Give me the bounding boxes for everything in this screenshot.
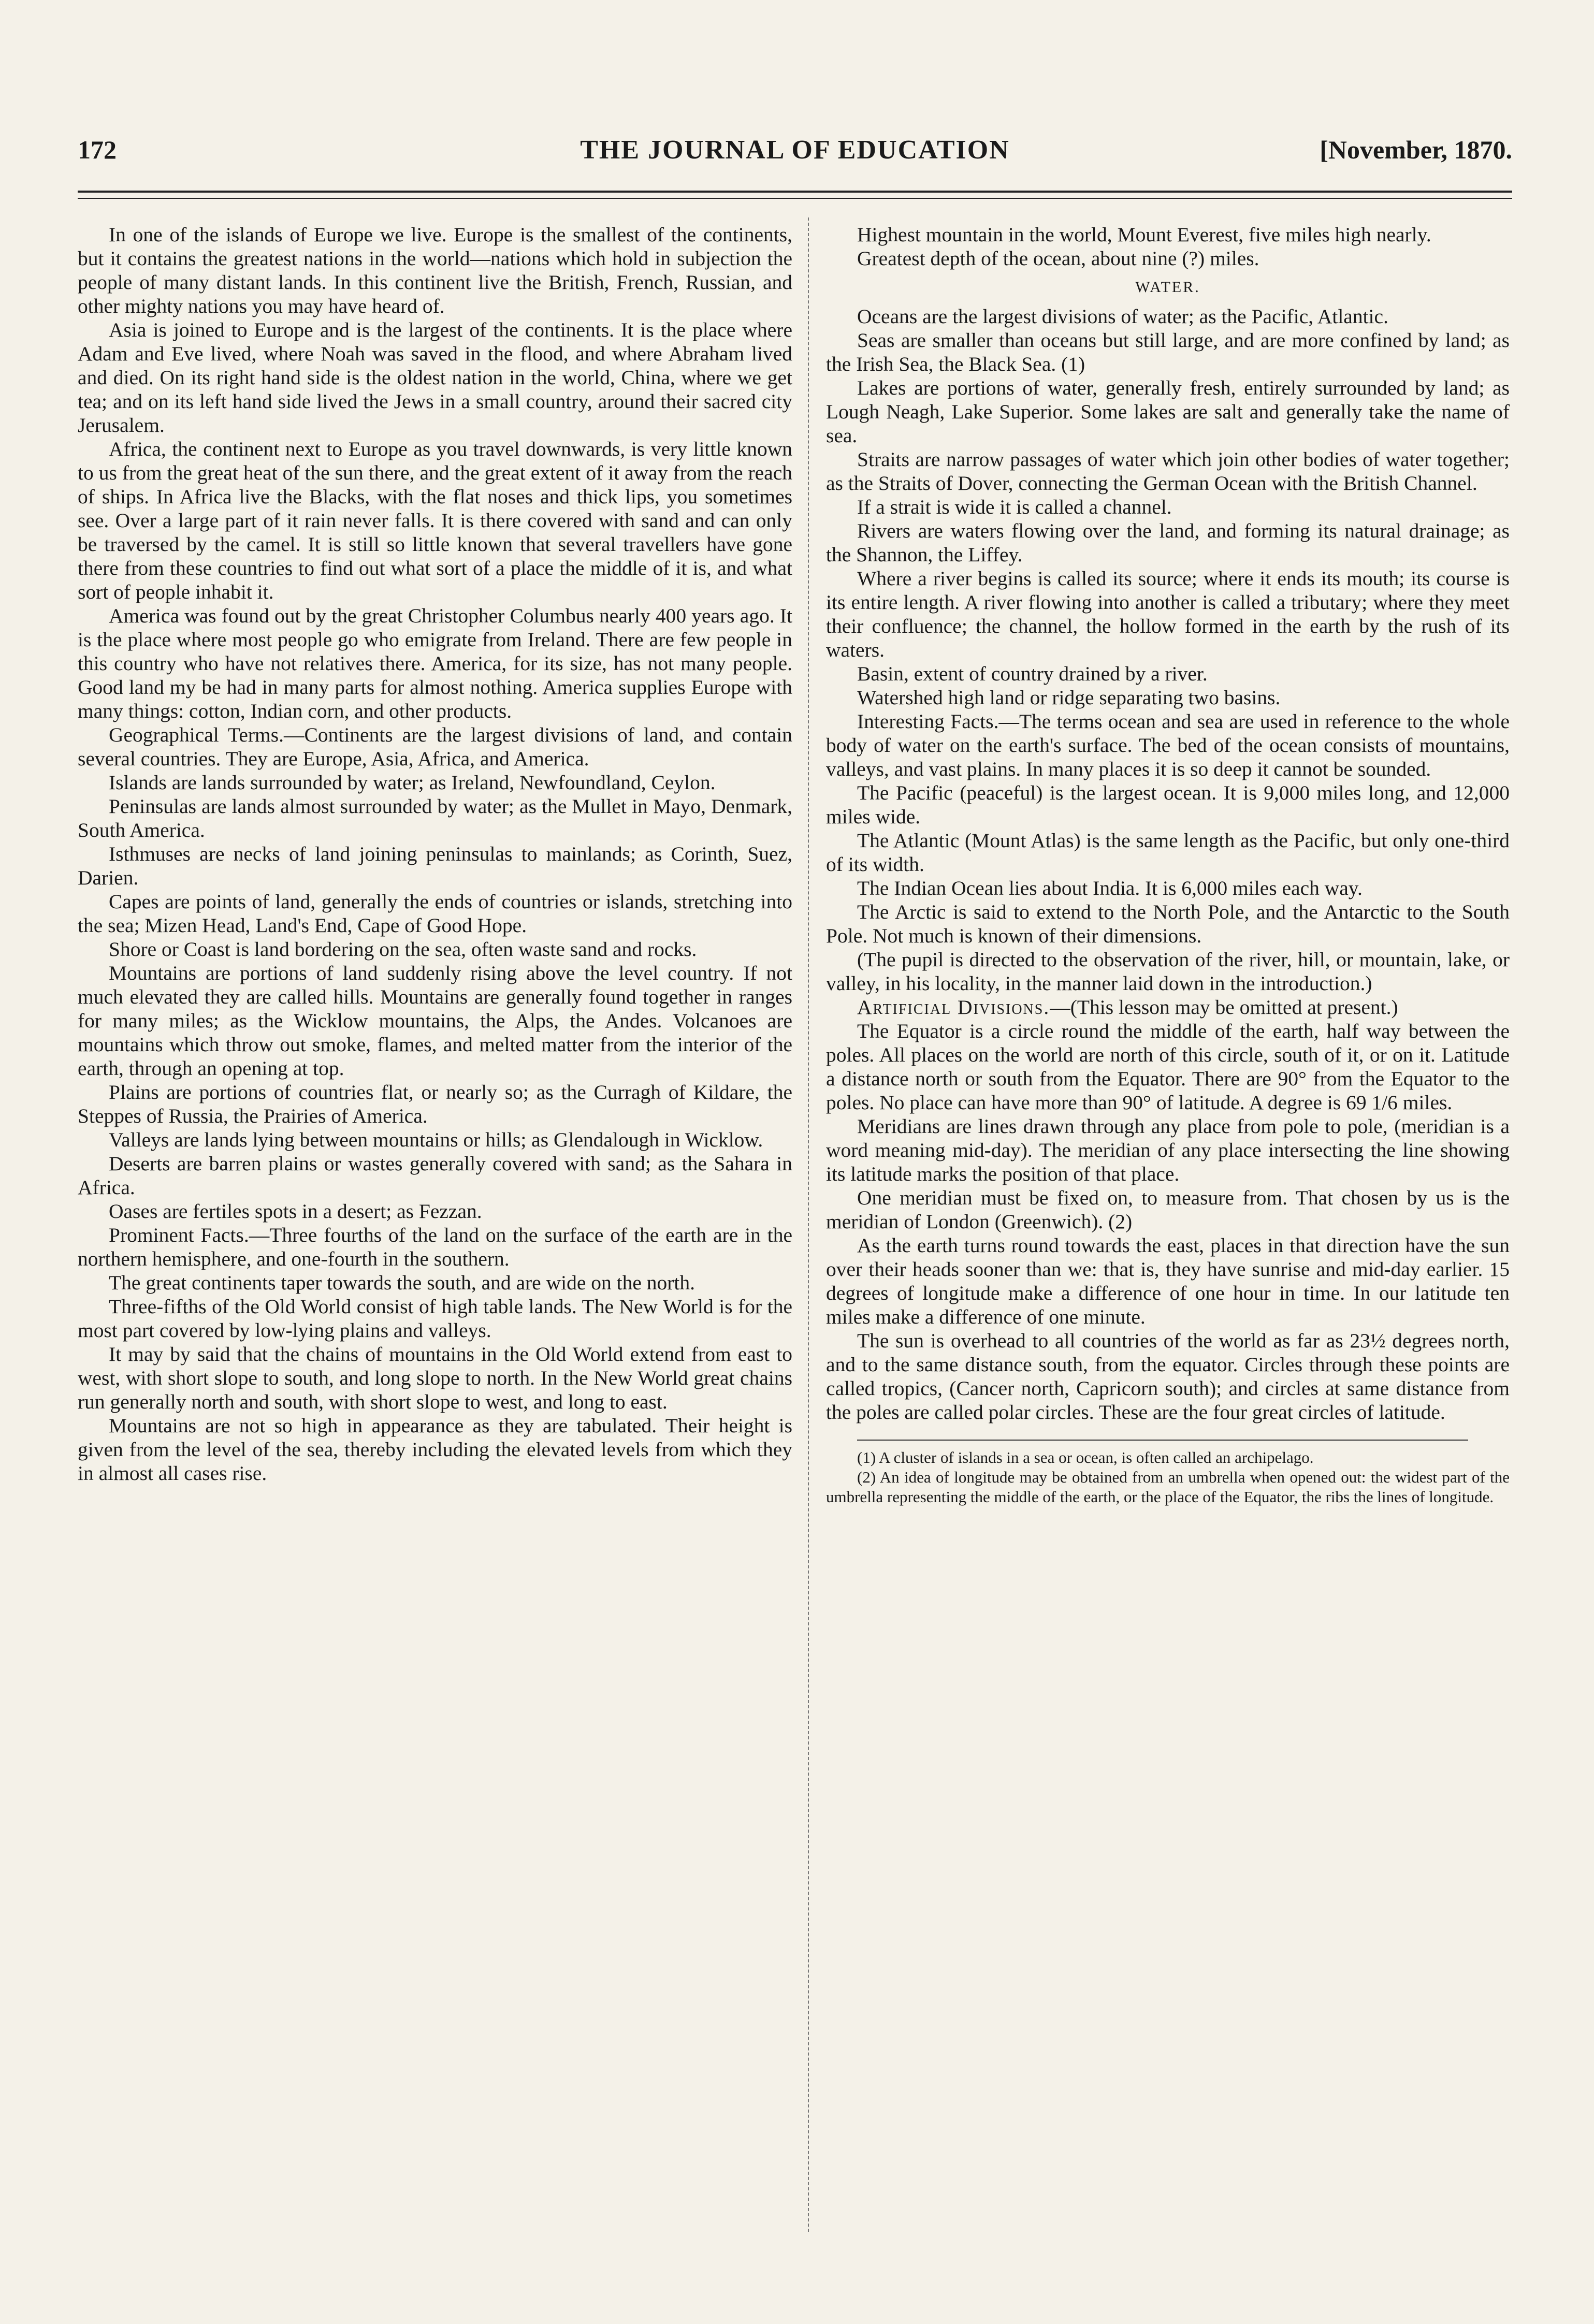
issue-date: [November, 1870.: [1320, 135, 1512, 164]
header-rule-thick: [78, 191, 1512, 193]
paragraph: Watershed high land or ridge separating two basins.: [857, 686, 1281, 709]
paragraph: Africa, the continent next to Europe as you travel downwards, is very little known to us from the great heat of the sun there, and the great extent of it away from the reach of ships. In Africa live the Blacks, with the flat noses and thick lips, you sometimes see. Over a large part of it rain never falls. It is there covered with sand and can only be traversed by the camel. It is still so little known that several travellers have gone there from these countries to find out what sort of a place the middle of it is, and what sort of people inhabit it.: [78, 438, 792, 603]
paragraph: The Equator is a circle round the middle of the earth, half way between the poles. All places on the world are north of this circle, south of it, or on it. Latitude a distance north or south from the Equator. There are 90° from the Equator to the poles. No place can have more than 90° of latitude. A degree is 69 1/6 miles.: [826, 1020, 1510, 1114]
paragraph: Straits are narrow passages of water which join other bodies of water together; as the Straits of Dover, connecting the German Ocean with the British Channel.: [826, 448, 1510, 495]
paragraph: Seas are smaller than oceans but still large, and are more confined by land; as the Irish Sea, the Black Sea. (1): [826, 329, 1510, 375]
paragraph: The great continents taper towards the south, and are wide on the north.: [109, 1271, 695, 1294]
paragraph: Interesting Facts.—The terms ocean and sea are used in reference to the whole body of water on the earth's surface. The bed of the ocean consists of mountains, valleys, and vast plains. In many places it is so deep it cannot be sounded.: [826, 710, 1510, 780]
paragraph: Geographical Terms.—Continents are the largest divisions of land, and contain several countries. They are Europe, Asia, Africa, and America.: [78, 723, 792, 770]
paragraph: Islands are lands surrounded by water; as Ireland, Newfoundland, Ceylon.: [109, 771, 716, 794]
paragraph: Meridians are lines drawn through any place from pole to pole, (meridian is a word meaning mid-day). The meridian of any place intersecting the line showing its latitude marks the position of that place.: [826, 1115, 1510, 1185]
paragraph: Prominent Facts.—Three fourths of the land on the surface of the earth are in the northern hemisphere, and one-fourth in the southern.: [78, 1224, 792, 1270]
paragraph: The Atlantic (Mount Atlas) is the same length as the Pacific, but only one-third of its width.: [826, 829, 1510, 876]
header-rule-thin: [78, 198, 1512, 199]
paragraph: Oceans are the largest divisions of water; as the Pacific, Atlantic.: [857, 305, 1388, 328]
paragraph: America was found out by the great Christopher Columbus nearly 400 years ago. It is the place where most people go who emigrate from Ireland. There are few people in this country who have not relatives there. America, for its size, has not many people. Good land my be had in many parts for almost nothing. America supplies Europe with many things: cotton, Indian corn, and other products.: [78, 604, 792, 722]
paragraph: Where a river begins is called its source; where it ends its mouth; its course is its entire length. A river flowing into another is called a tributary; where they meet their confluence; the channel, the hollow formed in the earth by the rush of its waters.: [826, 567, 1510, 661]
paragraph: Asia is joined to Europe and is the largest of the continents. It is the place where Adam and Eve lived, where Noah was saved in the flood, and where Abraham lived and died. On its right hand side is the oldest nation in the world, China, where we get tea; and on its left hand side lived the Jews in a small country, around their sacred city Jerusalem.: [78, 318, 792, 437]
paragraph: Rivers are waters flowing over the land, and forming its natural drainage; as the Shannon, the Liffey.: [826, 519, 1510, 566]
page-header: [78, 135, 1512, 181]
right-column: [826, 223, 1510, 1507]
paragraph: Basin, extent of country drained by a river.: [857, 662, 1208, 685]
paragraph: Shore or Coast is land bordering on the sea, often waste sand and rocks.: [109, 938, 697, 961]
paragraph: The Indian Ocean lies about India. It is 6,000 miles each way.: [857, 877, 1363, 899]
paragraph: It may by said that the chains of mountains in the Old World extend from east to west, with short slope to south, and long slope to north. In the New World great chains run generally north and south, with short slope to west, and long to east.: [78, 1343, 792, 1413]
paragraph: Mountains are not so high in appearance as they are tabulated. Their height is given from the level of the sea, thereby including the elevated levels from which they in almost all cases rise.: [78, 1414, 792, 1485]
paragraph: Greatest depth of the ocean, about nine (?) miles.: [857, 247, 1259, 270]
paragraph: Deserts are barren plains or wastes generally covered with sand; as the Sahara in Africa.: [78, 1152, 792, 1199]
paragraph: Isthmuses are necks of land joining peninsulas to mainlands; as Corinth, Suez, Darien.: [78, 843, 792, 889]
paragraph: Three-fifths of the Old World consist of high table lands. The New World is for the most part covered by low-lying plains and valleys.: [78, 1295, 792, 1342]
column-divider: [808, 217, 809, 2232]
paragraph: Capes are points of land, generally the ends of countries or islands, stretching into the sea; Mizen Head, Land's End, Cape of Good Hope.: [78, 890, 792, 937]
left-column: [78, 223, 792, 1485]
paragraph: If a strait is wide it is called a channel.: [857, 496, 1172, 518]
paragraph: Peninsulas are lands almost surrounded by water; as the Mullet in Mayo, Denmark, South America.: [78, 795, 792, 841]
section-heading-water: WATER.: [1135, 279, 1200, 296]
paragraph: As the earth turns round towards the east, places in that direction have the sun over their heads sooner than we: that is, they have sunrise and mid-day earlier. 15 degrees of longitude make a difference of one hour in time. In our latitude ten miles make a difference of one minute.: [826, 1234, 1510, 1328]
paragraph: The sun is overhead to all countries of the world as far as 23½ degrees north, and to the same distance south, from the equator. Circles through these points are called tropics, (Cancer north, Capricorn south); and circles at same distance from the poles are called polar circles. These are the four great circles of latitude.: [826, 1329, 1510, 1424]
paragraph-artificial-divisions: [826, 995, 1510, 1019]
artificial-divisions-label: Artificial Divisions.: [857, 996, 1050, 1019]
footnote: (2) An idea of longitude may be obtained from an umbrella when opened out: the widest part of the umbrella representing the middle of the earth, or the place of the Equator, the ribs the lines of longitude.: [826, 1468, 1510, 1506]
paragraph: (The pupil is directed to the observation of the river, hill, or mountain, lake, or valley, in his locality, in the manner laid down in the introduction.): [826, 948, 1510, 995]
paragraph: Mountains are portions of land suddenly rising above the level country. If not much elevated they are called hills. Mountains are generally found together in ranges for many miles; as the Wicklow mountains, the Alps, the Andes. Volcanoes are mountains which throw out smoke, flames, and melted matter from the interior of the earth, through an opening at top.: [78, 962, 792, 1080]
paragraph: Plains are portions of countries flat, or nearly so; as the Curragh of Kildare, the Steppes of Russia, the Prairies of America.: [78, 1081, 792, 1127]
artificial-divisions-text: —(This lesson may be omitted at present.): [1050, 996, 1398, 1019]
paragraph: Oases are fertiles spots in a desert; as Fezzan.: [109, 1200, 482, 1223]
journal-title: THE JOURNAL OF EDUCATION: [580, 135, 1010, 165]
paragraph: The Pacific (peaceful) is the largest ocean. It is 9,000 miles long, and 12,000 miles wide.: [826, 781, 1510, 828]
paragraph: The Arctic is said to extend to the North Pole, and the Antarctic to the South Pole. Not much is known of their dimensions.: [826, 900, 1510, 947]
page-number: 172: [78, 135, 117, 164]
footnote: (1) A cluster of islands in a sea or ocean, is often called an archipelago.: [857, 1448, 1314, 1466]
paragraph: In one of the islands of Europe we live. Europe is the smallest of the continents, but it contains the greatest nations in the world—nations which hold in subjection the people of many distant lands. In this continent live the British, French, Russian, and other mighty nations you may have heard of.: [78, 223, 792, 317]
paragraph: One meridian must be fixed on, to measure from. That chosen by us is the meridian of London (Greenwich). (2): [826, 1186, 1510, 1233]
footnote-rule: [857, 1440, 1468, 1441]
paragraph: Lakes are portions of water, generally fresh, entirely surrounded by land; as Lough Neagh, Lake Superior. Some lakes are salt and generally take the name of sea.: [826, 376, 1510, 447]
paragraph: Highest mountain in the world, Mount Everest, five miles high nearly.: [857, 223, 1431, 246]
paragraph: Valleys are lands lying between mountains or hills; as Glendalough in Wicklow.: [109, 1128, 763, 1151]
